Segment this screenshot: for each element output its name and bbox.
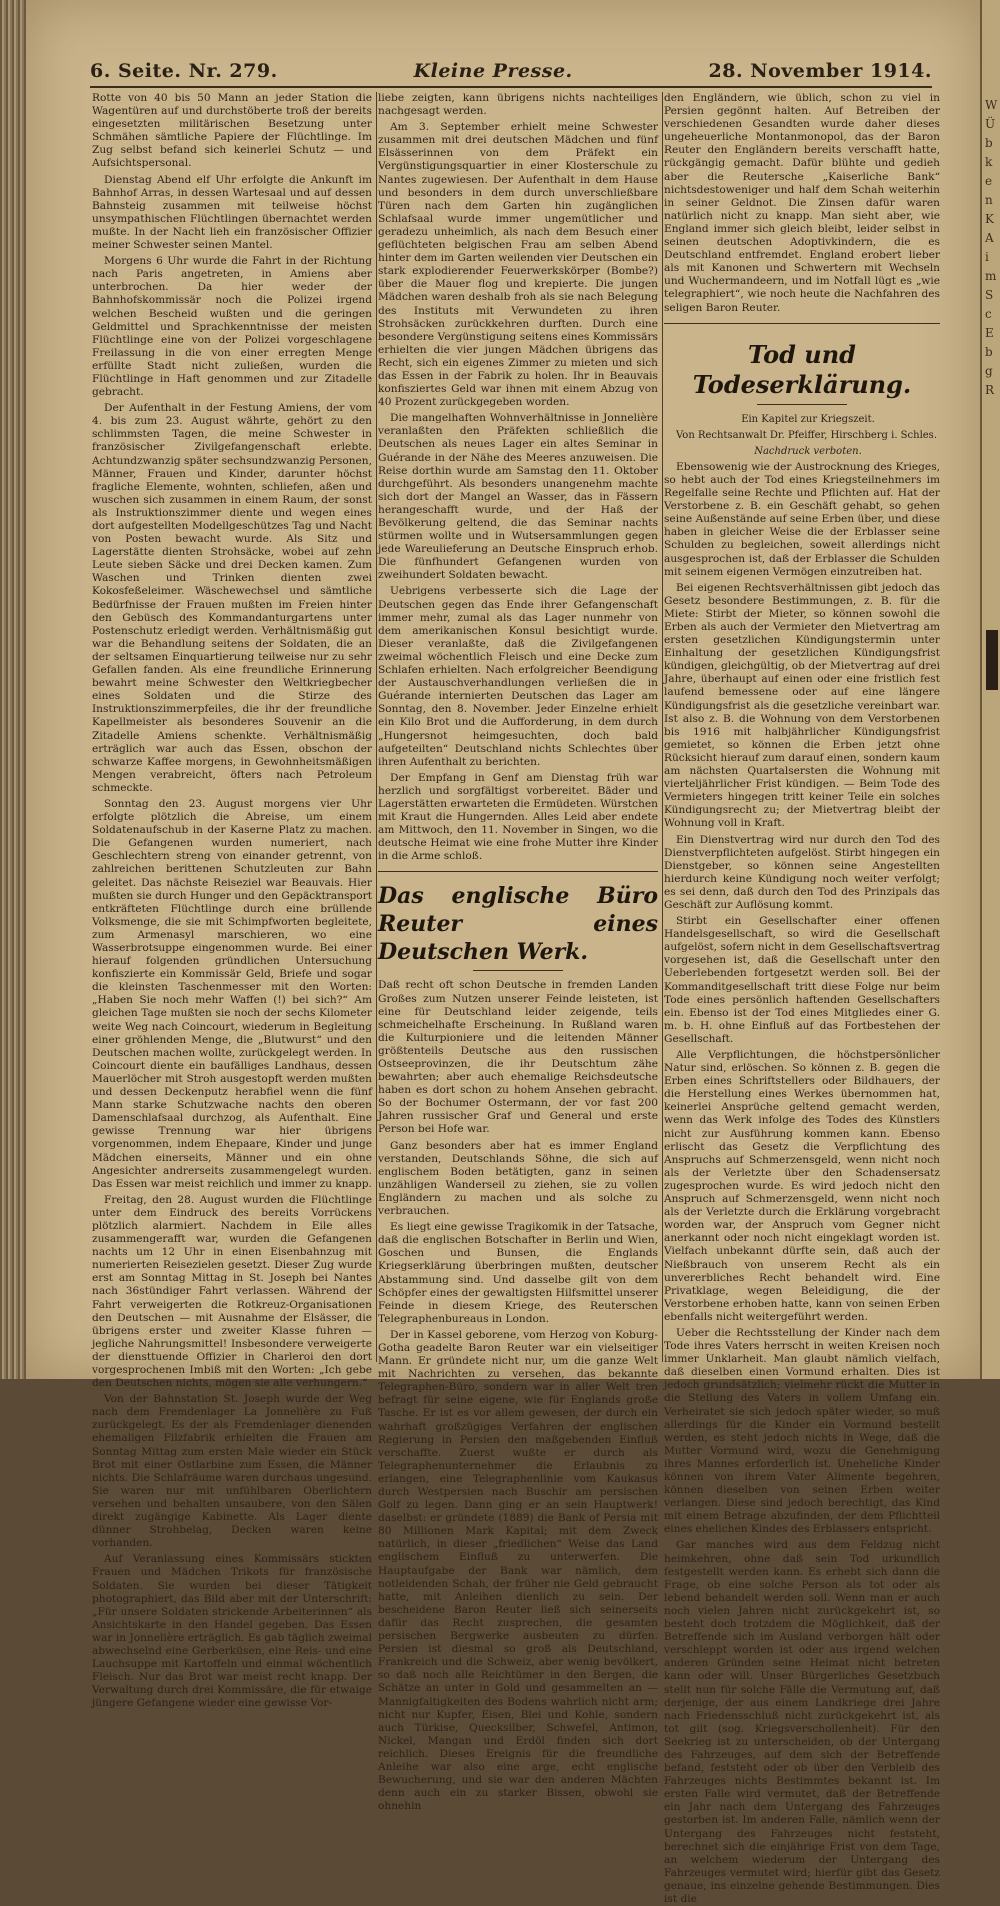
headline-underline	[473, 970, 563, 971]
column-rule	[662, 92, 663, 1362]
paragraph: Der in Kassel geborene, vom Herzog von Koburg-Gotha geadelte Baron Reuter war ein vielseitiger Mann. Er gründete nicht nur, um die ganze Welt mit Nachrichten zu versehen, das bekannte Telegraphen-Büro, sondern war in aller Welt tren befragt für seine eigene, wie für Englands große Tasche. Er ist es vor allem gewesen, der durch ein wahrhaft großzügiges Verfahren der englischen Regierung in Persien den maßgebenden Einfluß verschaffte. Zuerst wußte er durch als Telegraphenunternehmer die Erlaubnis zu erlangen, eine Telegraphenlinie vom Kaukasus durch Westpersien nach Buschir am persischen Golf zu legen. Dann ging er an sein Hauptwerk! daselbst: er gründete (1889) die Bank of Persia mit 80 Millionen Mark Kapital; mit dem Zweck natürlich, in dieser „friedlichen“ Weise das Land englischem Einfluß zu unterwerfen. Die Hauptaufgabe der Bank war nämlich, dem notleidenden Schah, der früher nie Geld gebraucht hatte, mit Anleihen dienlich zu sein. Der bescheidene Baron Reuter ließ sich seinerseits dafür das Recht zusprechen, die gesamten persischen Bergwerke ausbeuten zu dürfen. Persien ist diesmal so groß als Deutschland, Frankreich und die Schweiz, aber wenig bevölkert, so daß noch alle Reichtümer in den Bergen, die Schätze an unter in Gold und gesammelten an — Mannigfaltigkeiten des Bodens wahrlich nicht arm; nicht nur Kupfer, Eisen, Blei und Kohle, sondern auch Türkise, Quecksilber, Schwefel, Antimon, Nickel, Mangan und Erdöl finden sich dort reichlich. Dieses Ereignis für die freundliche Anleihe war also eine arge, echt englische Bewucherung, und sie war den anderen Mächten denn auch ein zu starker Bissen, obwohl sie ohnehin	[378, 1328, 658, 1813]
column-2	[378, 92, 658, 1813]
paragraph: Der Empfang in Genf am Dienstag früh war herzlich und sorgfältigst vorbereitet. Bäder und Lagerstätten erwarteten die Ermüdeten. Würstchen mit Kraut die Hungernden. Alles Leid aber endete am Mittwoch, den 11. November in Singen, wo die deutsche Heimat wie eine frohe Mutter ihre Kinder in die Arme schloß.	[378, 771, 658, 863]
column-3	[664, 92, 940, 1905]
article-byline: Von Rechtsanwalt Dr. Pfeiffer, Hirschberg i. Schles.	[676, 429, 937, 441]
margin-letter: K	[985, 212, 994, 226]
paragraph: Rotte von 40 bis 50 Mann an jeder Station die Wagentüren auf und durchstöberte troß der bereits eingesetzten militärischen Besetzung unter Schmähen sämtliche Papiere der Flüchtlinge. Im Zug selbst befand sich keinerlei Schutz — und Aufsichtspersonal.	[92, 92, 372, 170]
next-page-fragments	[982, 0, 1000, 400]
paragraph: Am 3. September erhielt meine Schwester zusammen mit drei deutschen Mädchen und fünf Elsässerinnen von dem Präfekt ein Vergünstigungsquartier in einer Klosterschule zu Nantes zugewiesen. Der Aufenthalt in dem Hause und besonders in dem durch unverschließbare Türen nach dem Garten hin zugänglichen Schlafsaal wurde immer ungemütlicher und geradezu unheimlich, als nach dem Besuch einer geflüchteten belgischen Frau am selben Abend hinter dem im Garten weilenden vier Deutschen ein stark explodierender Feuerwerkskörper (Bombe?) über die Mauer flog und krepierte. Die jungen Mädchen waren deshalb froh als sie nach Belegung des Instituts mit Verwundeten zu ihren Strohsäcken zurückkehren durften. Durch eine besondere Vergünstigung seitens eines Kommissärs erhielten die vier jungen Mädchen übrigens das Recht, sich ein eigenes Zimmer zu mieten und sich das Essen in der Fabrik zu holen. Ihr in Beauvais konfisziertes Geld war ihnen mit einem Abzug von 40 Prozent zurückgegeben worden.	[378, 121, 658, 409]
article-headline-tod: Tod und Todeserklärung.	[692, 339, 912, 399]
newspaper-page	[26, 0, 982, 1905]
margin-letter: i	[985, 250, 989, 264]
column-1	[92, 92, 372, 1710]
margin-letter: m	[985, 269, 997, 283]
section-divider	[378, 871, 658, 872]
masthead: Kleine Presse.	[413, 60, 573, 82]
margin-letter: b	[985, 345, 993, 359]
margin-letter: Ü	[985, 117, 996, 131]
margin-letter: b	[985, 136, 993, 150]
paragraph: den Engländern, wie üblich, schon zu viel in Persien gegönnt halten. Auf Betreiben der verschiedenen Gesandten wurde daher dieses ungeheuerliche Montanmonopol, das der Baron Reuter den Engländern bereits verschafft hatte, rückgängig gemacht. Dafür blühte und gedieh aber die Reutersche „Kaiserliche Bank“ nichtsdestoweniger und half dem Schah weiterhin in seiner Geldnot. Die Zinsen dafür waren natürlich nicht zu knapp. Man sieht aber, wie England immer sich gleich bleibt, leider selbst in seinen deutschen Adoptivkindern, die es Deutschland entfremdet. England erobert lieber als mit Kanonen und Schwertern mit Wechseln und Wuchermandeern, und im Notfall lügt es „wie telegraphiert“, wie noch heute die Nachfahren des seligen Baron Reuter.	[664, 92, 940, 314]
paragraph: Ein Dienstvertrag wird nur durch den Tod des Dienstverpflichteten aufgelöst. Stirbt hingegen ein Dienstgeber, so können seine Angestellten hierdurch keine Kündigung noch weiter verfolgt; es sei denn, daß durch den Tod des Prinzipals das Geschäft zur Auflösung kommt.	[664, 833, 940, 911]
paragraph: Auf Veranlassung eines Kommissärs stickten Frauen und Mädchen Trikots für französische Soldaten. Sie wurden bei dieser Tätigkeit photographiert, das Bild aber mit der Unterschrift: „Für unsere Soldaten strickende Arbeiterinnen“ als Ansichtskarte in den Handel gegeben. Das Essen war in Jonnelière erträglich. Es gab täglich zweimal abwechselnd eine Gerberküsen, eine Reis- und eine Lauchsuppe mit Kartoffeln und einmal wöchentlich Fleisch. Nur das Brot war meist recht knapp. Der Verwaltung durch drei Kommissäre, die für etwaige jüngere Gefangene wieder eine gewisse Vor-	[92, 1553, 372, 1710]
reprint-notice: Nachdruck verboten.	[754, 445, 862, 457]
margin-letter: E	[985, 326, 994, 340]
paragraph: Ebensowenig wie der Austrocknung des Krieges, so hebt auch der Tod eines Kriegsteilnehmers im Regelfalle seine Rechte und Pflichten auf. Hat der Verstorbene z. B. ein Geschäft gehabt, so gehen seine Außenstände auf seine Erben über, und diese haben in gleicher Weise die der Erblasser seine Schulden zu begleichen, soweit allerdings nicht ausgesprochen ist, daß der Erblasser die Schulden mit seinem eigenen Vermögen einzutreiben hat.	[664, 460, 940, 578]
margin-letter: W	[985, 98, 998, 112]
book-edge	[0, 0, 26, 1379]
margin-letter: R	[985, 383, 995, 397]
paragraph: Ganz besonders aber hat es immer England verstanden, Deutschlands Söhne, die sich auf englischem Boden betätigten, ganz in seinen unzähligen Wanderseil zu ziehen, sie zu vollen Engländern zu machen und als solche zu verbrauchen.	[378, 1139, 658, 1218]
paragraph: Es liegt eine gewisse Tragikomik in der Tatsache, daß die englischen Botschafter in Berlin und Wien, Goschen und Bunsen, die Englands Kriegserklärung überbringen mußten, deutscher Abstammung sind. Und dasselbe gilt von dem Schöpfer eines der gewaltigsten Hilfsmittel unserer Feinde in diesem Kriege, des Reuterschen Telegraphenbureaus in London.	[378, 1221, 658, 1325]
margin-letter: A	[985, 231, 994, 245]
issue-date: 28. November 1914.	[708, 60, 932, 82]
margin-letter: k	[985, 155, 993, 169]
paragraph: liebe zeigten, kann übrigens nichts nachteiliges nachgesagt werden.	[378, 92, 658, 118]
paragraph: Bei eigenen Rechtsverhältnissen gibt jedoch das Gesetz besondere Bestimmungen, z. B. für die Miete: Stirbt der Mieter, so können sowohl die Erben als auch der Vermieter den Mietvertrag am ersten gesetzlichen Kündigungstermin unter Einhaltung der gesetzlichen Kündigungsfrist kündigen, gleichgültig, ob der Mietvertrag auf drei Jahre, überhaupt auf einen oder eine fristlich fest laufend bemessene oder auf eine längere Kündigungsfrist als die gesetzliche vereinbart war. Ist also z. B. die Wohnung von dem Verstorbenen bis 1916 mit halbjährlicher Kündigungsfrist gemietet, so können die Erben jetzt ohne Rücksicht hierauf zum darauf einen, sondern kaum am nächsten Quartalsersten die Wohnung mit vierteljährlicher Frist kündigen. — Beim Tode des Vermieters hingegen tritt keiner Teile ein solches Kündigungsrecht zu; der Mietvertrag bleibt der Wohnung voll in Kraft.	[664, 581, 940, 830]
paragraph: Der Aufenthalt in der Festung Amiens, der vom 4. bis zum 23. August währte, gehört zu den schlimmsten Tagen, die meine Schwester in französischer Zivilgefangenschaft erlebte. Achtundzwanzig später sechsundzwanzig Personen, Männer, Frauen und Kinder, darunter höchst fragliche Elemente, wohnten, schliefen, aßen und wuschen sich zusammen in einem Raum, der sonst als Instruktionszimmer diente und wegen eines dort aufgestellten Modellgeschützes Tag und Nacht von Posten bewacht wurde. Als Sitz und Lagerstätte dienten Strohsäcke, wobei auf zehn Leute sieben Säcke und drei Decken kamen. Zum Waschen und Trinken dienten zwei Kokosfeßeleimer. Wäschewechsel und sämtliche Bedürfnisse der Frauen mußten im Freien hinter den Gebüsch des Kommandanturgartens unter Postenschutz erledigt werden. Verhältnismäßig gut war die Behandlung seitens der Soldaten, die an der seltsamen Einquartierung teilweise nur zu sehr Gefallen fanden. Als eine freundliche Erinnerung bewahrt meine Schwester den Weltkriegbecher eines Soldaten und die Stirze des Instruktionszimmerpfeiles, die ihr der freundliche Kapellmeister als besonderes Souvenir an die Zitadelle Amiens schenkte. Verhältnismäßig erträglich war auch das Essen, obschon der schwarze Kaffee morgens, in Gewohnheitsmäßigen Mengen verabreicht, öfters nach Petroleum schmeckte.	[92, 402, 372, 794]
paragraph: Dienstag Abend elf Uhr erfolgte die Ankunft im Bahnhof Arras, in dessen Wartesaal und auf dessen Bahnsteig zusammen mit teilweise höchst unsympathischen Flüchtlingen übernachtet werden mußte. In der Nacht lieh ein französischer Offizier meiner Schwester seinen Mantel.	[92, 173, 372, 252]
paragraph: Ueber die Rechtsstellung der Kinder nach dem Tode ihres Vaters herrscht in weiten Kreisen noch immer Unklarheit. Man glaubt nämlich vielfach, daß dieselben einen Vormund erhalten. Dies ist jedoch grundsätzlich; vielmehr rückt die Mutter in die Stellung des Vaters in vollem Umfang ein. Verheiratet sie sich jedoch später wieder, so muß allerdings für die Kinder ein Vormund bestellt werden, es steht jedoch nichts in Wege, daß die Mutter Vormund wird, wozu die Genehmigung ihres Mannes erforderlich ist. Uneheliche Kinder können von ihrem Vater Alimente begehren, können dieselben von seinen Erben weiter verlangen. Diese sind jedoch berechtigt, das Kind mit einem Betrage abzufinden, der dem Pflichtteil eines ehelichen Kindes des Erblassers entspricht.	[664, 1326, 940, 1536]
section-divider	[664, 323, 940, 324]
paragraph: Alle Verpflichtungen, die höchstpersönlicher Natur sind, erlöschen. So können z. B. gegen die Erben eines Schriftstellers oder Bildhauers, der die Herstellung eines Werkes übernommen hat, keinerlei Ansprüche geltend gemacht werden, wenn das Werk infolge des Todes des Künstlers nicht zur Ausführung kommen kann. Ebenso erlischt das Gesetz die Verpflichtung des Anspruchs auf Schmerzensgeld, wenn nicht noch als der Verletzte über den Schadensersatz zugesprochen wurde. Es wird jedoch nicht den Anspruch auf Schmerzensgeld, wenn nicht noch als der Verletzte durch die Erklärung vorgebracht worden war, der Anspruch vom Gegner nicht anerkannt oder noch nicht eingeklagt worden ist. Vielfach unbekannt dürfte sein, daß auch der Nießbrauch von unserem Recht als ein unvererbliches Recht behandelt wird. Eine Privatklage, wegen Beleidigung, die der Verstorbene erhoben hatte, kann von seinen Erben ebenfalls nicht weitergeführt werden.	[664, 1049, 940, 1323]
article-subtitle: Ein Kapitel zur Kriegszeit.	[741, 413, 875, 425]
paragraph: Freitag, den 28. August wurden die Flüchtlinge unter dem Eindruck des bereits Vorrückens plötzlich alarmiert. Nachdem in Eile alles zusammengerafft war, wurden die Gefangenen nachts um 12 Uhr in einen Eisenbahnzug mit numerierten Reisezielen gesetzt. Dieser Zug wurde erst am Sonntag Mittag in St. Joseph bei Nantes nach 36stündiger Fahrt verlassen. Während der Fahrt verweigerten die Rotkreuz-Organisationen den Deutschen — mit Ausnahme der Elsässer, die übrigens erster und zweiter Klasse fuhren — jegliche Nahrungsmittel! Insbesondere verweigerte der diensttuende Offizier in Charleroi den dort vorgesprochenen Imbiß mit den Worten: „Ich gebe den Deutschen nichts, mögen sie alle verhungern.“	[92, 1193, 372, 1390]
page-header	[90, 56, 932, 88]
next-page-edge	[980, 0, 1000, 1379]
headline-underline	[757, 404, 847, 405]
margin-letter: e	[985, 174, 993, 188]
column-rule	[376, 92, 377, 1362]
margin-letter: n	[985, 193, 993, 207]
paragraph: Uebrigens verbesserte sich die Lage der Deutschen gegen das Ende ihrer Gefangenschaft immer mehr, zumal als das Lager nunmehr von dem amerikanischen Konsul besichtigt wurde. Dieser veranlaßte, daß die Zivilgefangenen zweimal wöchentlich Fleisch und eine Decke zum Schlafen erhielten. Nach erfolgreicher Beendigung der Austauschverhandlungen verließen die in Guérande internierten Deutschen das Lager am Sonntag, den 8. November. Jeder Einzelne erhielt ein Kilo Brot und die Aufforderung, in dem durch „Hungersnot heimgesuchten, doch bald aufgeteilten“ Deutschland nichts Schlechtes über ihren Aufenthalt zu berichten.	[378, 585, 658, 768]
margin-letter: c	[985, 307, 992, 321]
paragraph: Sonntag den 23. August morgens vier Uhr erfolgte plötzlich die Abreise, um einem Soldatenaufschub in der Kaserne Platz zu machen. Die Gefangenen wurden numeriert, nach Geschlechtern streng von einander getrennt, von zahlreichen berittenen Schutzleuten zur Bahn geleitet. Das nächste Reiseziel war Beauvais. Hier mußten sie durch Hunger und den Gepäcktransport entkräfteten Flüchtlinge durch eine brüllende Volksmenge, die sie mit Schimpfworten begleitete, zum Armenasyl marschieren, wo eine Wasserbrotsuppe eingenommen wurde. Bei einer hierauf folgenden gründlichen Untersuchung konfiszierte ein Kommissär Geld, Briefe und sogar die kleinsten Taschenmesser mit den Worten: „Haben Sie noch mehr Waffen (!) bei sich?“ Am gleichen Tage mußten sie noch der sechs Kilometer weite Weg nach Coincourt, wiederum in Begleitung einer gröhlenden Menge, die „Blutwurst“ und den Deutschen machen wollte, zurückgelegt werden. In Coincourt diente ein baufälliges Landhaus, dessen Mauerlöcher mit Stroh ausgestopft werden mußten und dessen Deckenputz herabfiel wenn die fünf Mann starke Schutzwache nachts den oberen Damenschlafsaal durchzog, als Aufenthalt. Eine gewisse Trennung war hier übrigens vorgenommen, indem Ehepaare, Kinder und junge Mädchen einerseits, Männer und ein ohne Angesichter andrerseits zusammengelegt wurden. Das Essen war meist reichlich und immer zu knapp.	[92, 797, 372, 1190]
margin-letter: g	[985, 364, 993, 378]
paragraph: Stirbt ein Gesellschafter einer offenen Handelsgesellschaft, so wird die Gesellschaft aufgelöst, sofern nicht in dem Gesellschaftsvertrag vorgesehen ist, daß die Gesellschaft unter den Ueberlebenden fortgesetzt werden soll. Bei der Kommanditgesellschaft tritt diese Folge nur beim Tode eines persönlich haftenden Gesellschafters ein. Ebenso ist der Tod eines Mitgliedes einer G. m. b. H. ohne Einfluß auf das Fortbestehen der Gesellschaft.	[664, 915, 940, 1045]
article-headline-reuter: Das englische Büro Reuter eines Deutschen Werk.	[378, 883, 658, 966]
page-number: 6. Seite. Nr. 279.	[90, 60, 278, 82]
paragraph: Die mangelhaften Wohnverhältnisse in Jonnelière veranlaßten den Präfekten schließlich die Deutschen als neues Lager ein altes Seminar in Guérande in der Nähe des Meeres anzuweisen. Die Reise dorthin wurde am Samstag den 11. Oktober durchgeführt. Als besonders unangenehm machte sich dort der Mangel an Wasser, das in Fässern herangeschafft wurde, und der Haß der Bevölkerung geltend, die das Seminar nachts stürmen wollte und in Wutsersammlungen gegen jede Wareulieferung an Deutsche Einspruch erhob. Die fünfhundert Gefangenen wurden von zweihundert Soldaten bewacht.	[378, 412, 658, 582]
paragraph: Daß recht oft schon Deutsche in fremden Landen Großes zum Nutzen unserer Feinde leisteten, ist eine für Deutschland leider zeigende, teils schmeichelhafte Erscheinung. In Rußland waren die Kulturpioniere und die leitenden Männer größtenteils Deutsche aus den russischen Ostseeprovinzen, die ihr Deutschtum zähe bewahrten; aber auch ehemalige Reichsdeutsche haben es dort schon zu hohem Ansehen gebracht. So der Bochumer Ostermann, der vor fast 200 Jahren russischer Graf und General und erste Person bei Hofe war.	[378, 979, 658, 1136]
ink-block	[986, 630, 998, 690]
paragraph: Von der Bahnstation St. Joseph wurde der Weg nach dem Fremdenlager La Jonnelière zu Fuß zurückgelegt. Es der als Fremdenlager dienenden ehemaligen Filzfabrik erhielten die Frauen am Sonntag Mittag zum ersten Male wieder ein Stück Brot mit einer Ostlarbine zum Essen, die Männer nichts. Die Schlafräume waren durchaus ungesund. Sie waren nur mit unfühlbaren Oberlichtern versehen und behalten unsaubere, von den Sälen direkt zugängige Kabinette. Als Lager diente dünner Strohbelag, Decken waren keine vorhanden.	[92, 1393, 372, 1550]
paragraph: Morgens 6 Uhr wurde die Fahrt in der Richtung nach Paris angetreten, in Amiens aber unterbrochen. Da hier weder der Bahnhofskommissär noch die Polizei irgend welchen Bescheid wußten und die geringen Geldmittel und Sprachkenntnisse der meisten Flüchtlinge eine von der Polizei vorgeschlagene Freilassung in die von einer erregten Menge erfüllte Stadt nicht zuließen, wurden die Flüchtlinge in Haft genommen und zur Zitadelle gebracht.	[92, 255, 372, 399]
paragraph: Gar manches wird aus dem Feldzug nicht heimkehren, ohne daß sein Tod urkundlich festgestellt werden kann. Es erhebt sich dann die Frage, ob eine solche Person als tot oder als lebend behandelt werden soll. Wenn man er auch noch vielen Jahren nicht zurückgekehrt ist, so besteht doch trotzdem die Möglichkeit, daß der Betreffende sich im Ausland verborgen hält oder verschleppt worden ist oder aus irgend welchen anderen Gründen seine Heimat nicht betreten kann oder will. Unser Bürgerliches Gesetzbuch stellt nun für solche Fälle die Vermutung auf, daß derjenige, der aus einem Landkriege drei Jahre nach Friedensschluß nicht zurückgekehrt ist, als tot gilt (sog. Kriegsverschollenheit). Für den Seekrieg ist zu unterscheiden, ob der Untergang des Fahrzeuges, auf dem sich der Betreffende befand, feststeht oder ob über den Verbleib des Fahrzeuges nichts Bestimmtes bekannt ist. Im ersten Falle wird vermutet, daß der Betreffende ein Jahr nach dem Untergang des Fahrzeuges gestorben ist. Im anderen Falle, nämlich wenn der Untergang des Fahrzeuges nicht feststeht, berechnet sich die einjährige Frist von dem Tage, an welchem wiederum der Untergang des Fahrzeuges vermutet wird; hierfür gibt das Gesetz genaue, ins einzelne gehende Bestimmungen. Dies ist die	[664, 1539, 940, 1905]
margin-letter: S	[985, 288, 994, 302]
